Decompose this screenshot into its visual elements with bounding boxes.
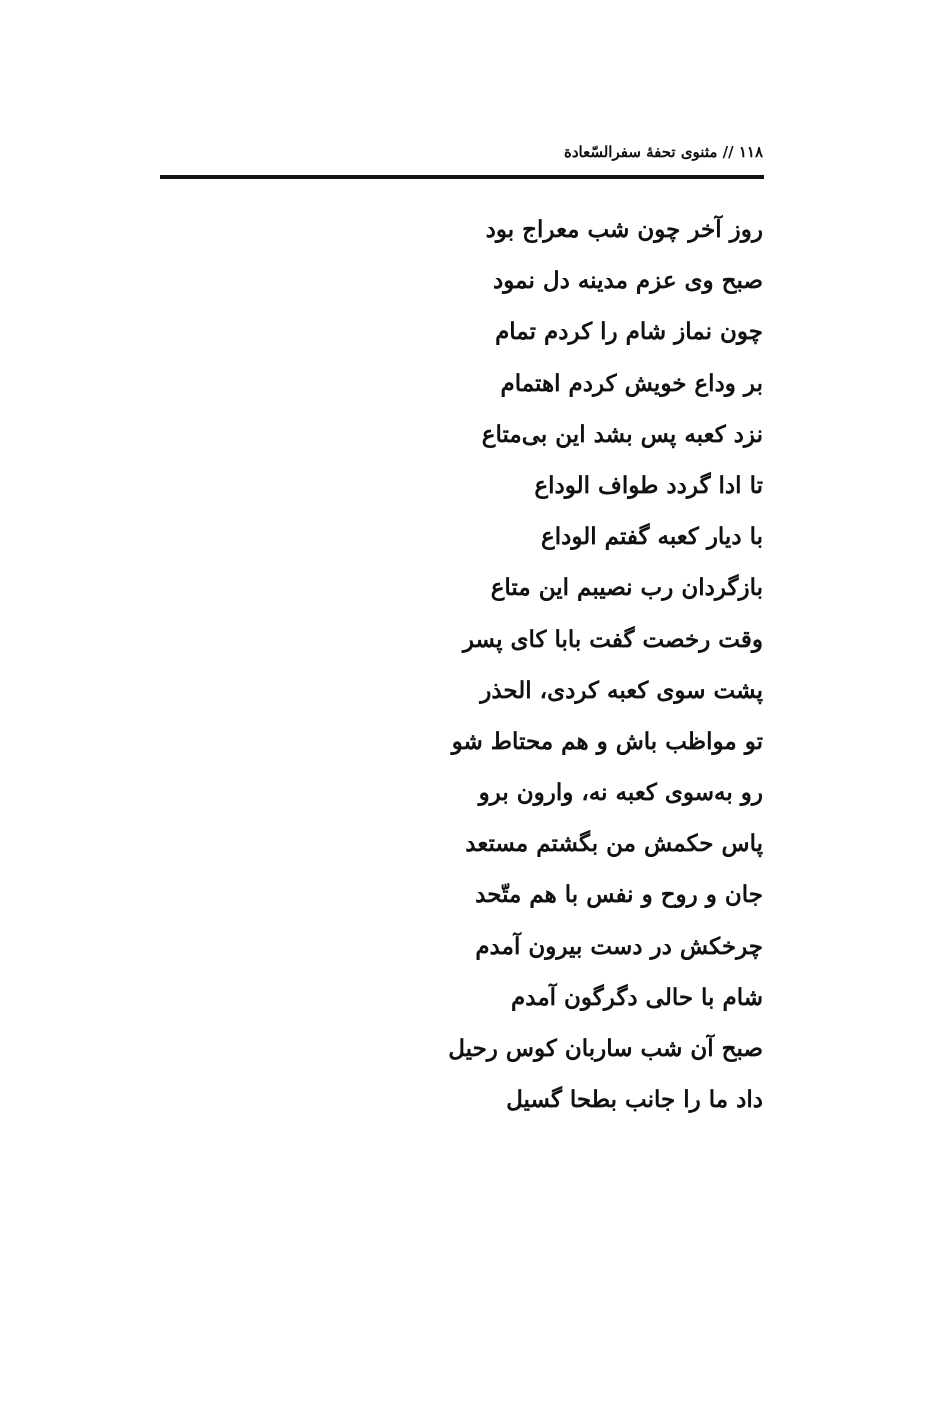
verse-line: رو به‌سوی کعبه نه، وارون برو — [478, 779, 763, 807]
verse-line: صبح آن شب ساربان کوس رحیل — [448, 1035, 763, 1062]
verse-line: وقت رخصت گفت بابا کای پسر — [462, 625, 763, 653]
verse-line: پاس حکمش من بگشتم مستعد — [465, 830, 763, 858]
page-number: ۱۱۸ — [738, 143, 763, 161]
verse-line: بر وداع خویش کردم اهتمام — [500, 369, 763, 397]
verse-line: صبح وی عزم مدینه دل نمود — [493, 267, 763, 295]
verse-line: پشت سوی کعبه کردی، الحذر — [480, 676, 763, 704]
verse-line: تو مواظب باش و هم محتاط شو — [451, 727, 763, 755]
book-title: مثنوی تحفهٔ سفرالسّعادة — [563, 143, 718, 161]
verse-line: شام با حالی دگرگون آمدم — [511, 983, 763, 1011]
verse-line: روز آخر چون شب معراج بود — [485, 216, 763, 243]
verse-line: تا ادا گردد طواف الوداع — [534, 471, 763, 499]
poem — [343, 207, 763, 1128]
verse-line: چرخکش در دست بیرون آمدم — [475, 932, 763, 960]
verse-line: نزد کعبه پس بشد این بی‌متاع — [481, 420, 763, 448]
verse-line: جان و روح و نفس با هم متّحد — [475, 881, 763, 909]
header-separator: // — [722, 143, 734, 161]
verse-line: با دیار کعبه گفتم الوداع — [541, 523, 763, 551]
verse-line: چون نماز شام را کردم تمام — [495, 318, 763, 346]
verse-line: بازگردان رب نصیبم این متاع — [490, 574, 763, 602]
running-header — [564, 143, 763, 161]
header-rule — [160, 175, 764, 179]
verse-line: داد ما را جانب بطحا گسیل — [506, 1086, 763, 1114]
